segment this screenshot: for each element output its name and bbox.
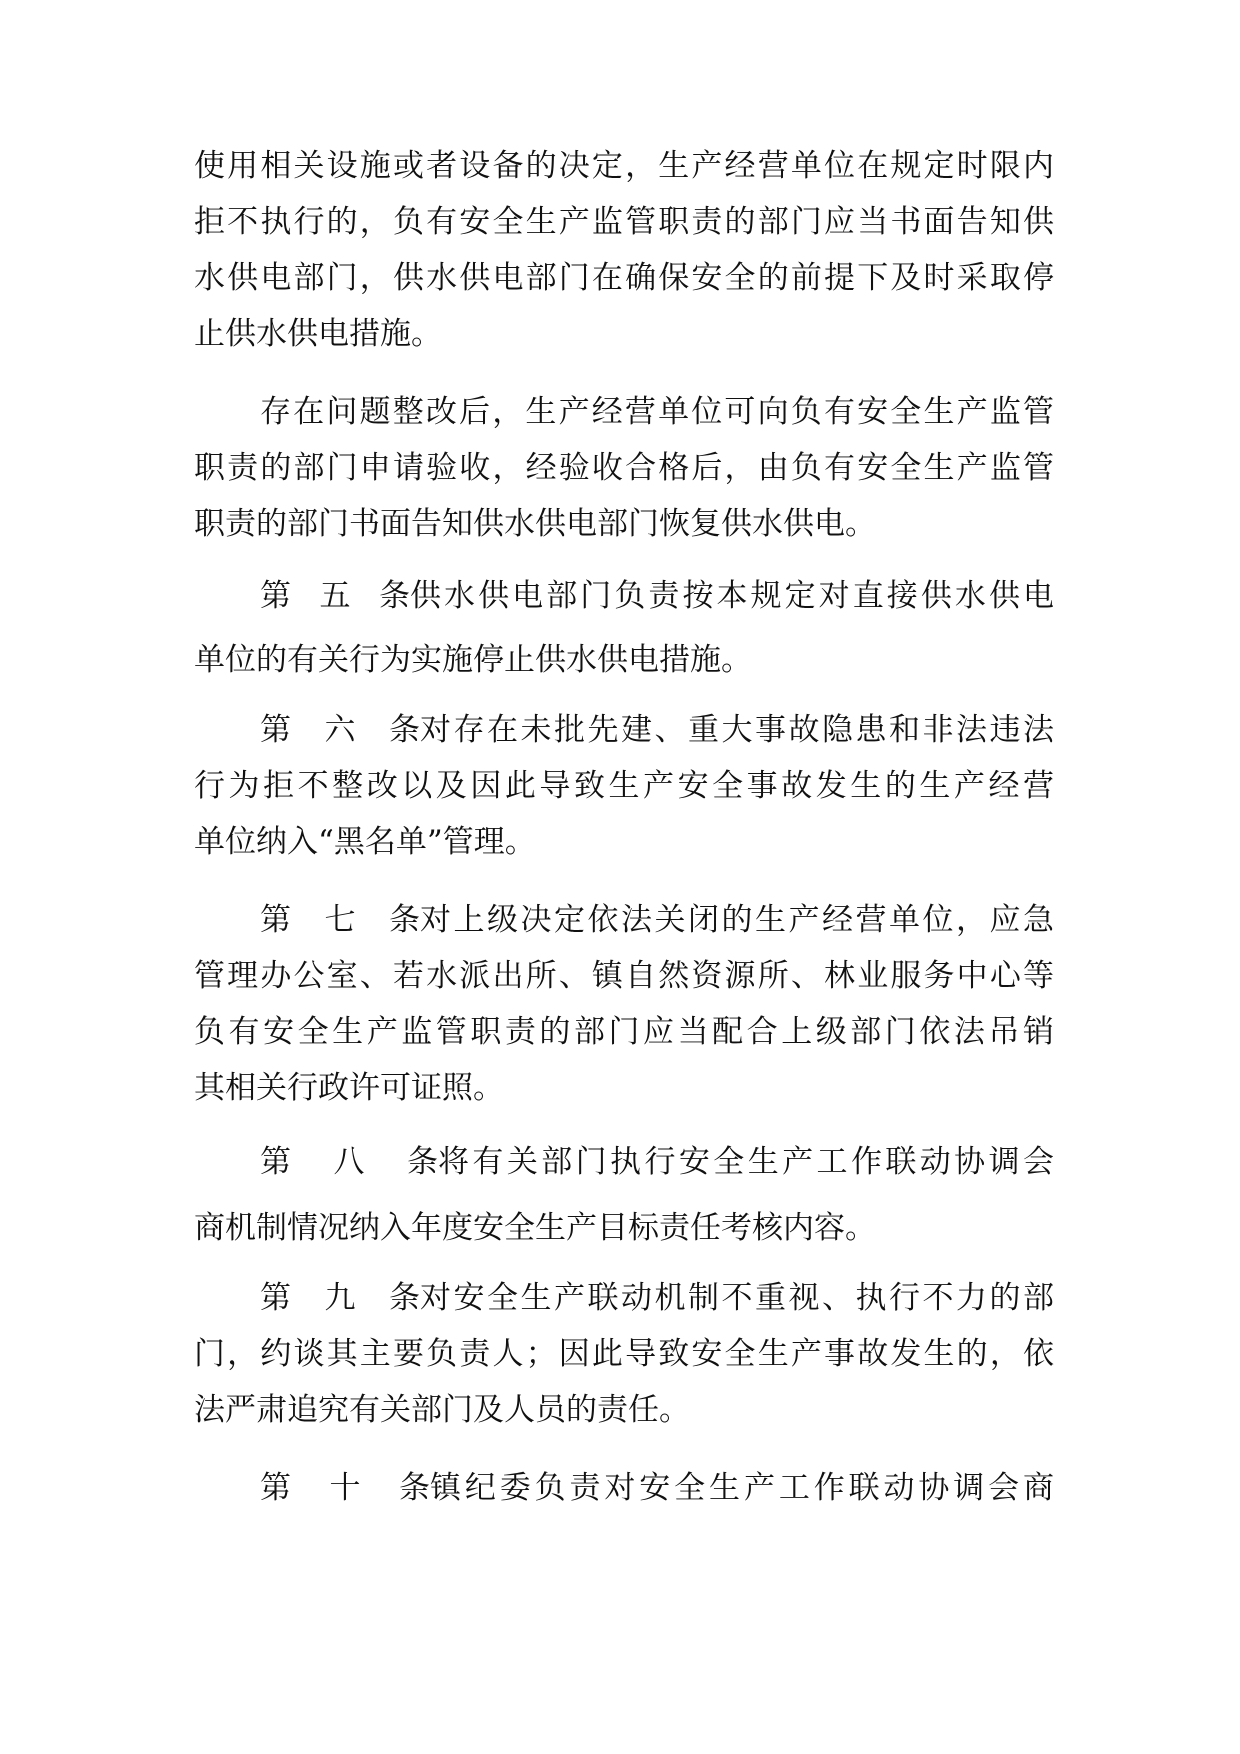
paragraph-line: 单位纳入“黑名单”管理。 [194, 824, 536, 860]
article-number: 第十条 [260, 1470, 430, 1506]
paragraph-line: 行为拒不整改以及因此导致生产安全事故发生的生产经营 [194, 768, 1054, 804]
article-5-first-line [260, 574, 1054, 618]
paragraph-line: 其相关行政许可证照。 [194, 1070, 504, 1106]
paragraph-line: 止供水供电措施。 [194, 316, 442, 352]
article-7-first-line [260, 898, 1054, 942]
paragraph-line: 负有安全生产监管职责的部门应当配合上级部门依法吊销 [194, 1014, 1054, 1050]
paragraph-line: 拒不执行的，负有安全生产监管职责的部门应当书面告知供 [194, 204, 1054, 240]
paragraph-line: 商机制情况纳入年度安全生产目标责任考核内容。 [194, 1210, 876, 1246]
paragraph-line: 使用相关设施或者设备的决定，生产经营单位在规定时限内 [194, 148, 1054, 184]
paragraph-line: 存在问题整改后，生产经营单位可向负有安全生产监管 [260, 394, 1054, 430]
article-text: 供水供电部门负责按本规定对直接供水供电 [410, 578, 1054, 614]
article-number: 第五条 [260, 578, 410, 614]
paragraph-line: 职责的部门书面告知供水供电部门恢复供水供电。 [194, 506, 876, 542]
article-text: 镇纪委负责对安全生产工作联动协调会商 [430, 1470, 1054, 1506]
article-text: 对安全生产联动机制不重视、执行不力的部 [420, 1280, 1054, 1316]
paragraph-line: 单位的有关行为实施停止供水供电措施。 [194, 642, 752, 678]
paragraph-line: 法严肃追究有关部门及人员的责任。 [194, 1392, 690, 1428]
article-number: 第八条 [260, 1144, 438, 1180]
paragraph-line: 门，约谈其主要负责人；因此导致安全生产事故发生的，依 [194, 1336, 1054, 1372]
article-10-first-line [260, 1466, 1054, 1510]
paragraph-line: 水供电部门，供水供电部门在确保安全的前提下及时采取停 [194, 260, 1054, 296]
paragraph-line: 管理办公室、若水派出所、镇自然资源所、林业服务中心等 [194, 958, 1054, 994]
article-9-first-line [260, 1276, 1054, 1320]
article-number: 第七条 [260, 902, 420, 938]
paragraph-line: 职责的部门申请验收，经验收合格后，由负有安全生产监管 [194, 450, 1054, 486]
article-8-first-line [260, 1140, 1054, 1184]
article-number: 第六条 [260, 712, 420, 748]
article-text: 将有关部门执行安全生产工作联动协调会 [438, 1144, 1054, 1180]
article-text: 对上级决定依法关闭的生产经营单位，应急 [420, 902, 1054, 938]
article-text: 对存在未批先建、重大事故隐患和非法违法 [420, 712, 1054, 748]
article-number: 第九条 [260, 1280, 420, 1316]
article-6-first-line [260, 708, 1054, 752]
